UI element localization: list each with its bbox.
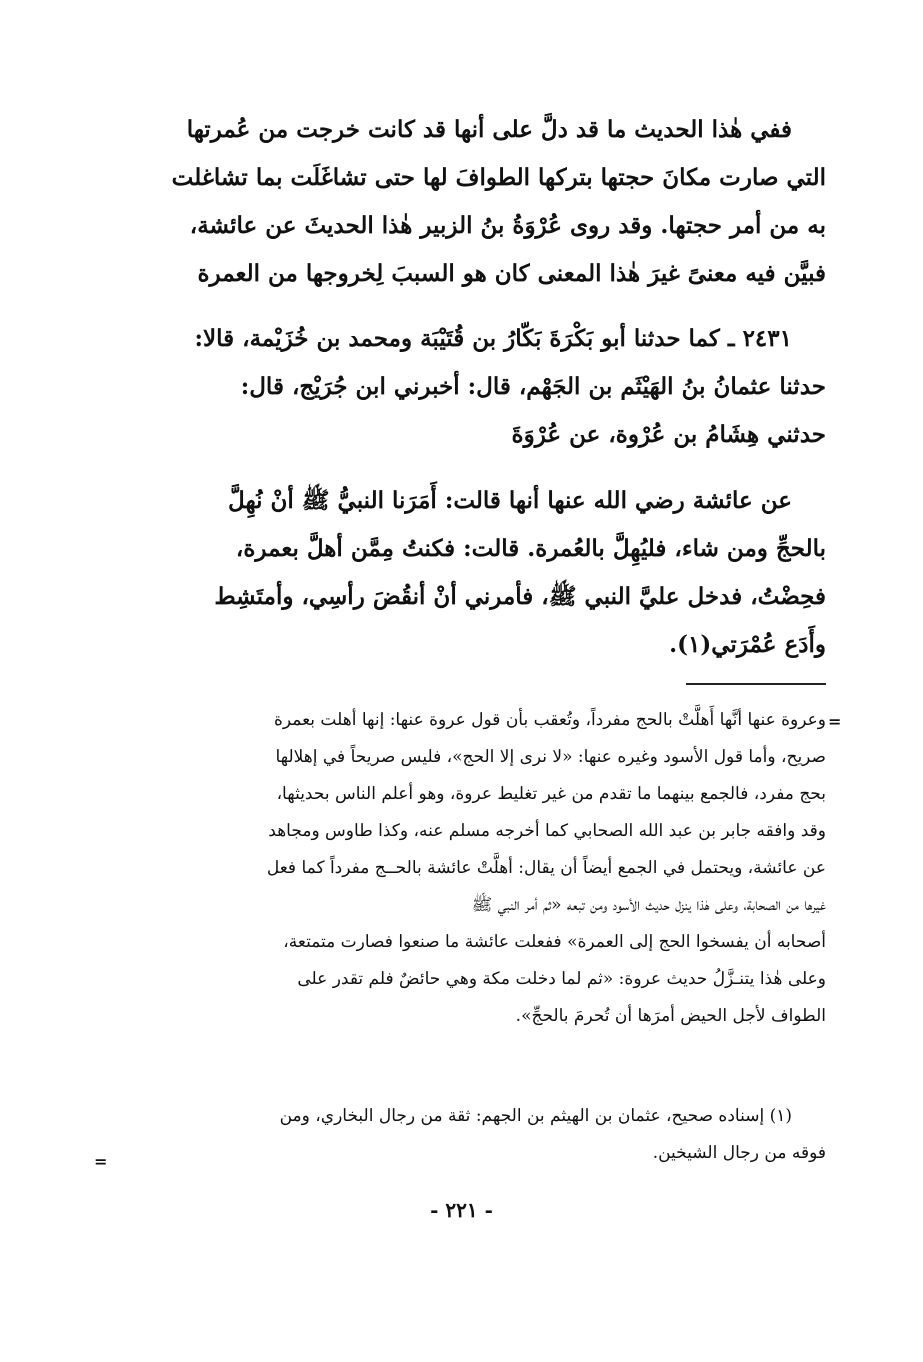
intro-line: التي صارت مكانَ حجتها بتركها الطوافَ لها حتى تشاغَلَت بما تشاغلت bbox=[171, 164, 826, 191]
matn-paragraph bbox=[118, 477, 826, 669]
intro-line: ففي هٰذا الحديث ما قد دلَّ على أنها قد كانت خرجت من عُمرتها bbox=[186, 116, 792, 143]
footnote-line: غيرها من الصحابة، وعلى هٰذا ينزل حديث الأسود ومن تبعه «ثم أمر النبي ﷺ bbox=[471, 895, 826, 915]
footnote-line: (١) إسناده صحيح، عثمان بن الهيثم بن الجهم: ثقة من رجال البخاري، ومن bbox=[279, 1106, 792, 1126]
footnote-line: الطواف لأجل الحيض أمرَها أن تُحرمَ بالحجِّ». bbox=[515, 1006, 826, 1026]
isnad-line: حدثني هِشَامُ بن عُرْوة، عن عُرْوَةَ bbox=[511, 421, 826, 448]
isnad-text: ـ كما حدثنا أبو بَكْرَةَ بَكّارُ بن قُتَيْبَة ومحمد بن خُزَيْمة، قالا: bbox=[194, 325, 735, 352]
footnote-line: وعروة عنها أنَّها أَهلَّتْ بالحج مفرداً، وتُعقب بأن قول عروة عنها: إنها أهلت بعمرة bbox=[273, 710, 826, 730]
intro-line: فبيَّن فيه معنىً غيرَ هٰذا المعنى كان هو السببَ لِخروجها من العمرة bbox=[197, 260, 826, 287]
footnote-1 bbox=[118, 1098, 826, 1172]
continuation-mark-bottom: = bbox=[94, 1152, 108, 1171]
matn-line: وأَدَع عُمْرَتي(١). bbox=[669, 631, 826, 658]
footnote-line: وعلى هٰذا يتنـزَّلُ حديث عروة: «ثم لما دخلت مكة وهي حائضٌ فلم تقدر على bbox=[297, 969, 826, 989]
isnad-line: حدثنا عثمانُ بنُ الهَيْثَم بن الجَهْم، قال: أخبرني ابن جُرَيْج، قال: bbox=[240, 373, 826, 400]
footnote-line: وقد وافقه جابر بن عبد الله الصحابي كما أخرجه مسلم عنه، وكذا طاوس ومجاهد bbox=[268, 821, 826, 841]
matn-line: بالحجِّ ومن شاء، فليُهِلَّ بالعُمرة. قالت: فكنتُ مِمَّن أهلَّ بعمرة، bbox=[235, 535, 826, 562]
isnad-paragraph bbox=[118, 315, 826, 459]
intro-paragraph bbox=[118, 106, 826, 298]
isnad-line bbox=[118, 315, 826, 363]
footnote-line: فوقه من رجال الشيخين. bbox=[652, 1143, 826, 1163]
footnote-separator bbox=[686, 683, 826, 685]
page-number: - ٢٢١ - bbox=[430, 1198, 493, 1222]
hadith-number: ٢٤٣١ bbox=[742, 325, 792, 352]
continuation-mark-top: = bbox=[828, 712, 842, 731]
matn-line: عن عائشة رضي الله عنها أنها قالت: أَمَرَنا النبيُّ ﷺ أنْ نُهِلَّ bbox=[228, 487, 792, 514]
matn-line: فحِضْتُ، فدخل عليَّ النبي ﷺ، فأمرني أنْ أنقُضَ رأسِي، وأمتَشِط bbox=[214, 583, 826, 610]
footnote-line: عن عائشة، ويحتمل في الجمع أيضاً أن يقال: أهلَّتْ عائشة بالحــج مفرداً كما فعل bbox=[266, 858, 826, 878]
footnote-line: أصحابه أن يفسخوا الحج إلى العمرة» ففعلت عائشة ما صنعوا فصارت متمتعة، bbox=[283, 932, 826, 952]
intro-line: به من أمر حجتها. وقد روى عُرْوَةُ بنُ الزبير هٰذا الحديثَ عن عائشة، bbox=[189, 212, 826, 239]
footnote-line: صريح، وأما قول الأسود وغيره عنها: «لا نرى إلا الحج»، فليس صريحاً في إهلالها bbox=[275, 747, 826, 767]
footnote-continuation bbox=[118, 702, 826, 1035]
footnote-line: بحج مفرد، فالجمع بينهما ما تقدم من غير تغليط عروة، وهو أعلم الناس بحديثها، bbox=[276, 784, 826, 804]
